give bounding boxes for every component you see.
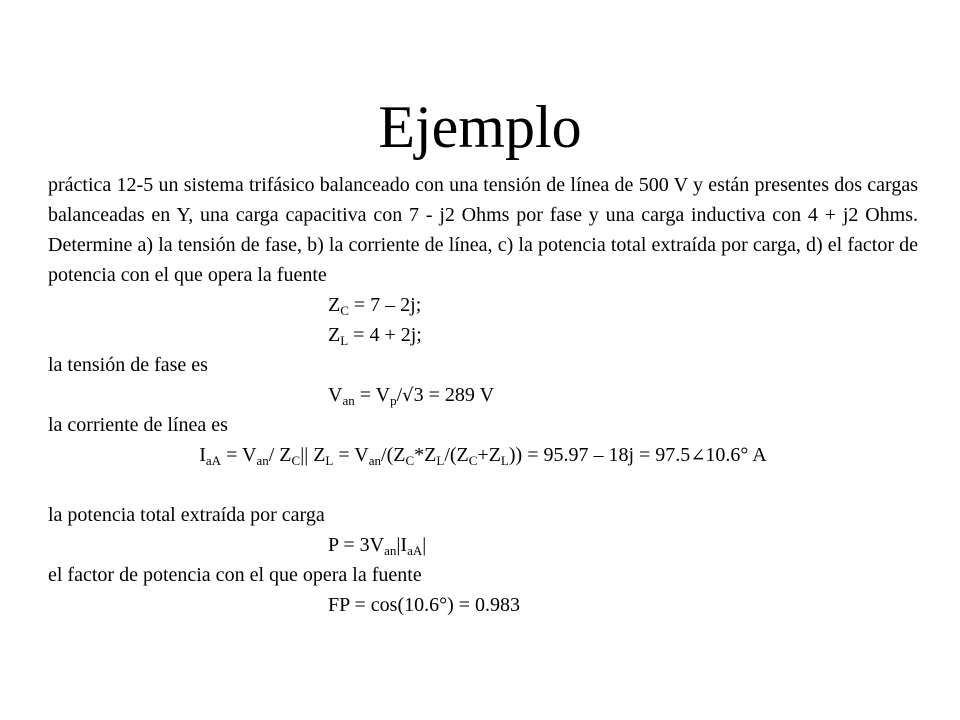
label-total-power: la potencia total extraída por carga <box>48 504 325 526</box>
equation-power-factor: FP = cos(10.6°) = 0.983 <box>328 594 521 616</box>
equation-van: $V_{an} = V_p/√3 = 289$ V <box>328 384 495 408</box>
equation-zl: $Z_L = 4 + 2j$; <box>328 324 422 348</box>
spacer <box>48 470 918 500</box>
equation-iaa: $I_{aA} = V_{an}/$ $Z_C||$ $Z_L = V_{an}/(Z_C*Z_L/(Z_C+Z_L)) = 95.97 - 18j$ = 97.5∠10.6° A <box>199 444 767 468</box>
equation-zc: $Z_C = 7 - 2j$; <box>328 294 422 318</box>
label-line-current: la corriente de línea es <box>48 414 228 436</box>
angle-symbol: ∠ <box>690 445 706 466</box>
label-power-factor: el factor de potencia con el que opera la fuente <box>48 564 422 586</box>
label-phase-voltage: la tensión de fase es <box>48 354 208 376</box>
problem-statement: práctica 12-5 un sistema trifásico balanceado con una tensión de línea de 500 V y están presentes dos cargas balanceadas en Y, una carga capacitiva con 7 - j2 Ohms por fase y una carga inductiva con 4 + j2 Ohms. Determine a) la tensión de fase, b) la corriente de línea, c) la potencia total extraída por carga, d) el factor de potencia con el que opera la fuente <box>48 174 918 286</box>
sqrt-symbol: √ <box>402 385 414 406</box>
equation-power: $P = 3V_{an}|I_{aA}|$ <box>328 534 427 558</box>
slide-title: Ejemplo <box>378 94 582 160</box>
slide-body <box>48 170 918 620</box>
